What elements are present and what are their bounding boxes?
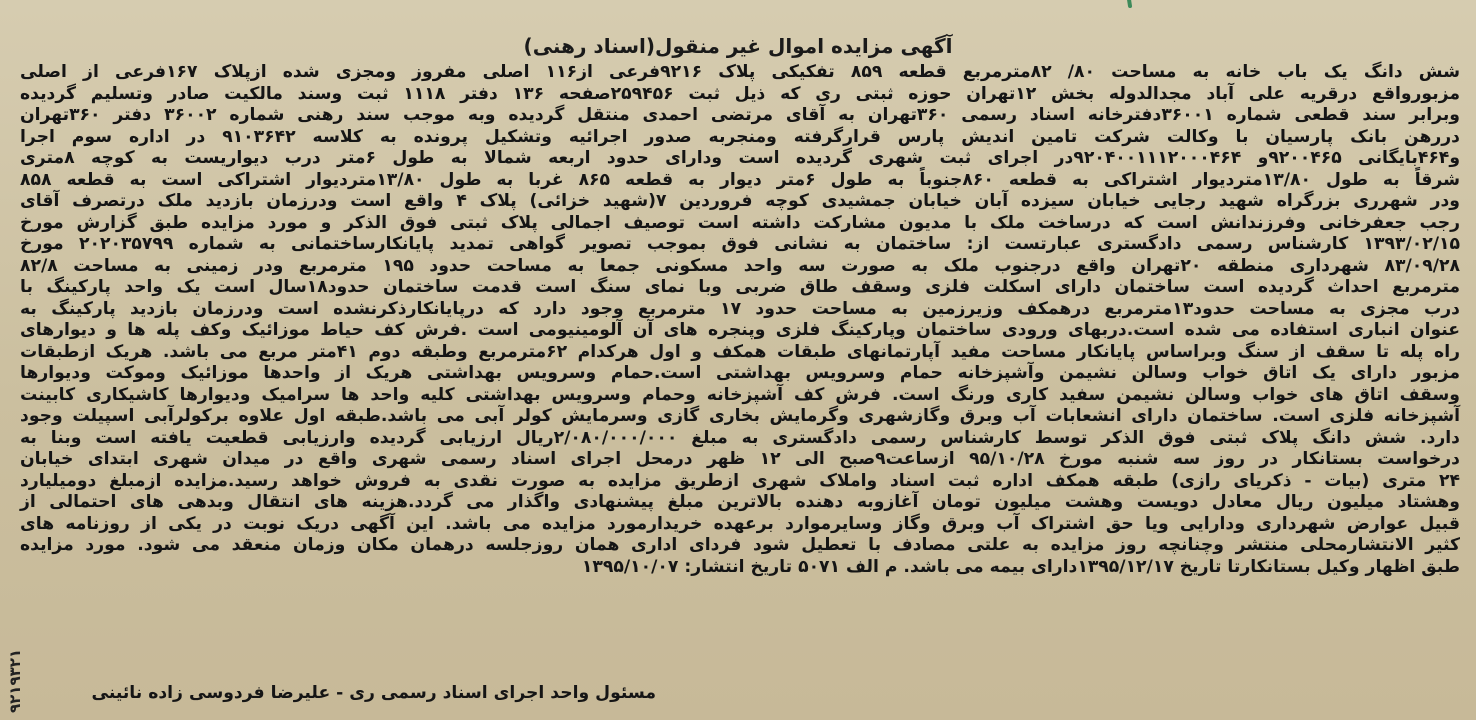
notice-line: وسقف اتاق های خواب وسالن نشیمن سفید کاری ورنگ است. فرش کف آشپزخانه وحمام وسرویس بهداشتی کلیه واحد ها سرامیک ودیوارها کاشیکاری کابینت: [20, 384, 1460, 405]
notice-line: ۸۳/۰۹/۲۸ شهرداری منطقه ۲۰تهران واقع درجنوب ملک به صورت سه واحد مسکونی جمعا به مساحت حدود ۱۹۵ مترمربع ودر زمینی به مساحت ۸۲/۸: [20, 255, 1460, 276]
notice-line: ۲۴ متری (بیات - ذکریای رازی) طبقه همکف اداره ثبت اسناد واملاک شهری ازطریق مزایده به صورت نقدی به فروش خواهد رسید.مزایده ازمبلغ دومیلیارد: [20, 470, 1460, 491]
notice-body: [20, 62, 1460, 578]
notice-line: ۱۳۹۳/۰۲/۱۵ کارشناس رسمی دادگستری عبارتست از: ساختمان به نشانی فوق بموجب تصویر گواهی تمدید پایانکارساختمانی به شماره ۲۰۲۰۳۵۷۹۹ مورخ: [20, 234, 1460, 254]
notice-line: و۴۶۴بایگانی ۹۲۰۰۴۶۵و ۹۲۰۴۰۰۱۱۱۲۰۰۰۴۶۴در اجرای ثبت شهری گردیده است ودارای حدود اربعه شمالا به طول ۶متر درب دیواریست به کوچه ۸متری: [20, 148, 1460, 168]
notice-line: قبیل عوارض شهرداری ودارایی ویا حق اشتراک آب وبرق وگاز وسایرموارد برعهده خریدارمورد مزایده می باشد. این آگهی دریک نوبت در یکی از روزنامه های: [20, 513, 1460, 534]
side-code-text: ۹۲۱۹۳۲۱: [6, 648, 24, 713]
notice-line: درب مجزی به مساحت حدود۱۳مترمربع درهمکف وزیرزمین به مساحت حدود ۱۷ مترمربع وجود دارد که درپایانکارذکرنشده است ودرزمان بازدید پارکینگ به: [20, 298, 1460, 319]
notice-line: مزبور دارای یک اتاق خواب وسالن نشیمن وآشپزخانه حمام وسرویس بهداشتی است.حمام وسرویس بهداشتی هریک از واحدها موزائیک وموکت ودیوارها: [20, 363, 1460, 383]
notice-line: کثیر الانتشارمحلی منتشر وچنانچه روز مزایده به علتی مصادف با تعطیل شود فردای اداری همان روزجلسه درهمان مکان وزمان منعقد می شود. مورد مزایده: [20, 535, 1460, 555]
notice-line: وهشتاد میلیون ریال معادل دویست وهشت میلیون تومان آغازوبه دهنده بالاترین مبلغ پیشنهادی واگذار می گردد.هزینه های انتقال وبدهی های احتمالی از: [20, 492, 1460, 512]
side-code: [2, 575, 28, 715]
notice-line: شرقاً به طول ۱۳/۸۰متردیوار اشتراکی به قطعه ۸۶۰جنوباً به طول ۶متر دیوار به قطعه ۸۶۵ غربا به طول ۱۳/۸۰متردیوار اشتراکی است به قطعه ۸۵۸: [20, 169, 1461, 190]
notice-line: شش دانگ یک باب خانه به مساحت ۸۰/ ۸۲مترمربع قطعه ۸۵۹ تفکیکی پلاک ۹۲۱۶فرعی از۱۱۶ اصلی مفروز ومجزی شده ازپلاک ۱۶۷فرعی از اصلی: [20, 62, 1460, 82]
handwritten-mark-icon: [1080, 0, 1190, 20]
notice-line: رجب جعفرخانی وفرزندانش است که درساخت ملک با مدیون مشارکت داشته است توصیف اجمالی پلاک ثبتی فوق الذکر و مورد مزایده طبق گزارش مورخ: [20, 212, 1460, 233]
notice-line: درخواست بستانکار در روز سه شنبه مورخ ۹۵/۱۰/۲۸ ازساعت۹صبح الی ۱۲ ظهر درمحل اجرای اسناد رسمی شهری واقع در میدان شهری ابتدای خیابان: [20, 449, 1460, 469]
notice-line: طبق اظهار وکیل بستانکارتا تاریخ ۱۳۹۵/۱۲/۱۷دارای بیمه می باشد. م الف ۵۰۷۱ تاریخ انتشار: ۱۳۹۵/۱۰/۰۷: [581, 556, 1460, 577]
notice-line: آشپزخانه فلزی است. ساختمان دارای انشعابات آب وبرق وگازشهری وگرمایش بخاری گازی وسرمایش کولر آبی می باشد.طبقه اول علاوه برکولرآبی اسپیلت وجود: [20, 406, 1460, 426]
notice-signature: مسئول واحد اجرای اسناد رسمی ری - علیرضا فردوسی زاده نائینی: [91, 683, 656, 703]
notice-line: ودر شهرری بزرگراه شهید رجایی خیابان سیزده آبان خیابان جمشیدی کوچه فروردین ۷(شهید خزائی) پلاک ۴ واقع است ودرزمان بازدید ملک درتصرف آقای: [20, 191, 1460, 211]
notice-line: عنوان انباری استفاده می شده است.دربهای ورودی ساختمان وپارکینگ فلزی وپنجره های آن آلومینیومی است .فرش کف حیاط موزائیک وکف پله ها و دیوارهای: [20, 320, 1460, 340]
notice-line: راه پله تا سقف از سنگ وبراساس پایانکار مساحت مفید آپارتمانهای طبقات همکف و اول هرکدام ۶۲مترمربع وطبقه دوم ۴۱متر مربع می باشد. هریک ازطبقات: [20, 341, 1460, 362]
notice-line: دارد. شش دانگ پلاک ثبتی فوق الذکر توسط کارشناس رسمی دادگستری به مبلغ ۲/۰۸۰/۰۰۰/۰۰۰ریال ارزیابی گردیده وارزیابی قطعیت یافته است وبنا به: [20, 427, 1460, 448]
notice-line: وبرابر سند قطعی شماره ۳۶۰۰۱دفترخانه اسناد رسمی ۳۶۰تهران به آقای مرتضی احمدی منتقل گردیده وبه موجب سند رهنی شماره ۳۶۰۰۲ دفتر ۳۶۰تهران: [20, 105, 1460, 125]
notice-title: آگهی مزایده اموال غیر منقول(اسناد رهنی): [523, 34, 953, 58]
notice-line: دررهن بانک پارسیان با وکالت شرکت تامین اندیش پارس قرارگرفته ومنجربه صدور اجرائیه وتشکیل پرونده به کلاسه ۹۱۰۳۶۴۲ در اداره سوم اجرا: [20, 126, 1460, 147]
notice-line: مترمربع احداث گردیده است ساختمان دارای اسکلت فلزی وسقف طاق ضربی وبا نمای سنگ است قدمت ساختمان حدود۱۸سال است یک واحد پارکینگ با: [20, 277, 1460, 297]
notice-line: مزبورواقع درقریه علی آباد مجدالدوله بخش ۱۲تهران حوزه ثبتی ری که ذیل ثبت ۲۵۹۴۵۶صفحه ۱۳۶ دفتر ۱۱۱۸ ثبت وسند مالکیت صادر وتسلیم گردیده: [20, 83, 1461, 104]
